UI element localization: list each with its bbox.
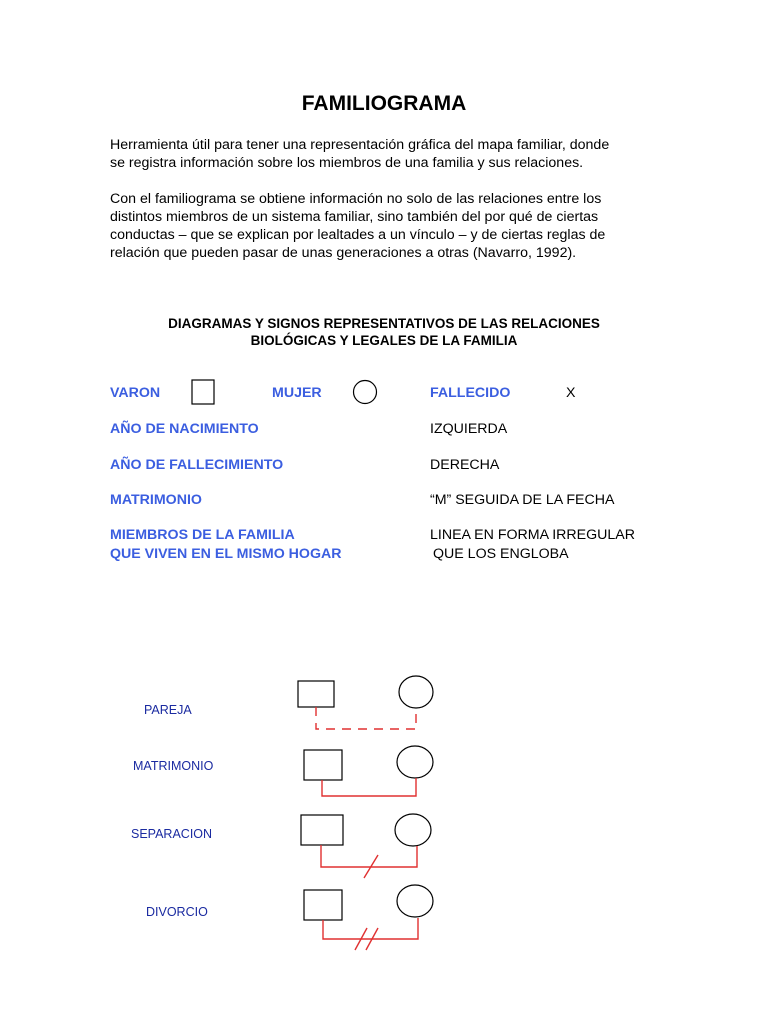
diagram-label-pareja: PAREJA xyxy=(144,703,192,717)
legend-varon-label: VARON xyxy=(110,385,161,401)
divorcio-line xyxy=(323,918,418,939)
separacion-diagram xyxy=(301,814,431,878)
separacion-female-circle-icon xyxy=(395,814,431,846)
diagram-label-divorcio: DIVORCIO xyxy=(146,905,208,919)
legend-matrimonio-label: MATRIMONIO xyxy=(110,492,202,508)
matrimonio-female-circle-icon xyxy=(397,746,433,778)
pareja-dashed-line xyxy=(316,707,416,729)
intro-paragraph-2-line-3: conductas – que se explican por lealtades a un vínculo – y de ciertas reglas de xyxy=(110,227,606,243)
legend-miembros-label-line-1: MIEMBROS DE LA FAMILIA xyxy=(110,527,295,543)
intro-paragraph-1-line-2: se registra información sobre los miembros de una familia y sus relaciones. xyxy=(110,155,584,171)
legend-fallecimiento-label: AÑO DE FALLECIMIENTO xyxy=(110,457,284,473)
intro-paragraph-1-line-1: Herramienta útil para tener una representación gráfica del mapa familiar, donde xyxy=(110,137,610,153)
matrimonio-male-square-icon xyxy=(304,750,342,780)
divorcio-male-square-icon xyxy=(304,890,342,920)
legend-nacimiento-value: IZQUIERDA xyxy=(430,421,508,437)
diagram-label-matrimonio: MATRIMONIO xyxy=(133,759,214,773)
intro-paragraph-2-line-1: Con el familiograma se obtiene información no solo de las relaciones entre los xyxy=(110,191,602,207)
divorcio-female-circle-icon xyxy=(397,885,433,917)
legend-fallecido-symbol: X xyxy=(566,385,576,401)
legend-fallecimiento-value: DERECHA xyxy=(430,457,500,473)
intro-paragraph-2-line-4: relación que pueden pasar de unas generaciones a otras (Navarro, 1992). xyxy=(110,245,577,261)
legend-miembros-label-line-2: QUE VIVEN EN EL MISMO HOGAR xyxy=(110,546,342,562)
legend-miembros-value-line-2: QUE LOS ENGLOBA xyxy=(433,546,569,562)
legend-fallecido-label: FALLECIDO xyxy=(430,385,511,401)
male-square-icon xyxy=(192,380,214,404)
legend-matrimonio-value: “M” SEGUIDA DE LA FECHA xyxy=(430,492,615,508)
pareja-diagram xyxy=(298,676,433,729)
matrimonio-solid-line xyxy=(322,778,416,796)
pareja-male-square-icon xyxy=(298,681,334,707)
separacion-line xyxy=(321,845,417,867)
legend-miembros-value-line-1: LINEA EN FORMA IRREGULAR xyxy=(430,527,635,543)
page-title: FAMILIOGRAMA xyxy=(301,92,467,115)
matrimonio-diagram xyxy=(304,746,433,796)
pareja-female-circle-icon xyxy=(399,676,433,708)
diagram-label-separacion: SEPARACION xyxy=(131,827,213,841)
intro-paragraph-2-line-2: distintos miembros de un sistema familiar, sino también del por qué de ciertas xyxy=(110,209,599,225)
divorcio-diagram xyxy=(304,885,433,950)
section-heading-line-1: DIAGRAMAS Y SIGNOS REPRESENTATIVOS DE LAS RELACIONES xyxy=(168,316,600,331)
legend-nacimiento-label: AÑO DE NACIMIENTO xyxy=(110,421,259,437)
section-heading-line-2: BIOLÓGICAS Y LEGALES DE LA FAMILIA xyxy=(250,333,518,348)
separacion-male-square-icon xyxy=(301,815,343,845)
female-circle-icon xyxy=(354,381,377,404)
legend-mujer-label: MUJER xyxy=(272,385,322,401)
